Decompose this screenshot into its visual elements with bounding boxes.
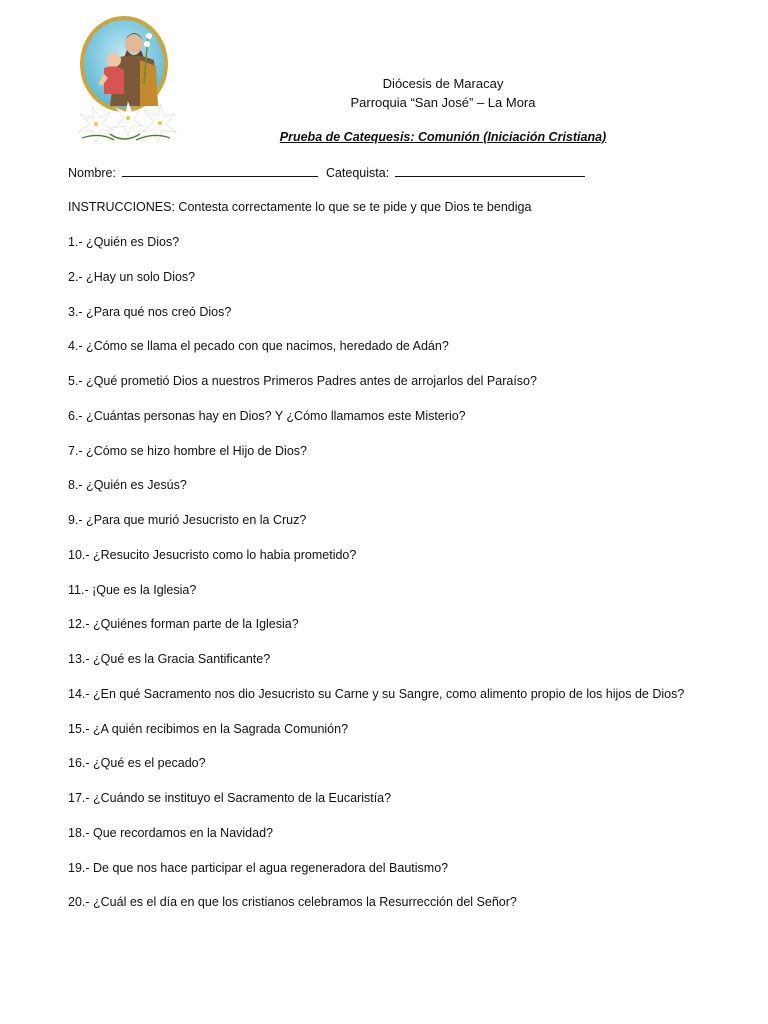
question-item: 5.- ¿Qué prometió Dios a nuestros Primeros Padres antes de arrojarlos del Paraíso? — [68, 374, 537, 388]
question-item: 18.- Que recordamos en la Navidad? — [68, 825, 273, 840]
saint-joseph-emblem-image — [70, 14, 178, 148]
question-item: 6.- ¿Cuántas personas hay en Dios? Y ¿Cómo llamamos este Misterio? — [68, 408, 466, 423]
student-fields — [68, 165, 593, 180]
question-item: 7.- ¿Cómo se hizo hombre el Hijo de Dios? — [68, 443, 307, 458]
question-item: 14.- ¿En qué Sacramento nos dio Jesucristo su Carne y su Sangre, como alimento propio de los hijos de Dios? — [68, 686, 685, 701]
question-item: 8.- ¿Quién es Jesús? — [68, 478, 187, 493]
question-item: 19.- De que nos hace participar el agua regeneradora del Bautismo? — [68, 860, 449, 875]
question-item: 10.- ¿Resucito Jesucristo como lo habia prometido? — [68, 547, 357, 562]
question-list — [68, 234, 684, 929]
test-title: Prueba de Catequesis: Comunión (Iniciación Cristiana) — [279, 130, 607, 144]
diocese-title: Diócesis de Maracay — [382, 76, 504, 91]
question-item: 12.- ¿Quiénes forman parte de la Iglesia? — [68, 617, 299, 632]
parish-title: Parroquia “San José” – La Mora — [350, 95, 536, 110]
name-blank[interactable] — [122, 165, 318, 177]
question-item: 4.- ¿Cómo se llama el pecado con que nacimos, heredado de Adán? — [68, 339, 449, 354]
question-item: 3.- ¿Para qué nos creó Dios? — [68, 304, 232, 319]
question-item: 15.- ¿A quién recibimos en la Sagrada Comunión? — [68, 721, 349, 736]
instructions-text: INSTRUCCIONES: Contesta correctamente lo que se te pide y que Dios te bendiga — [68, 200, 532, 214]
catechist-blank[interactable] — [395, 165, 585, 177]
question-item: 9.- ¿Para que murió Jesucristo en la Cruz? — [68, 513, 307, 527]
question-item: 16.- ¿Qué es el pecado? — [68, 756, 206, 771]
question-item: 1.- ¿Quién es Dios? — [68, 235, 180, 249]
question-item: 17.- ¿Cuándo se instituyo el Sacramento de la Eucaristía? — [68, 791, 392, 805]
name-label: Nombre: — [68, 166, 116, 180]
question-item: 11.- ¡Que es la Iglesia? — [68, 582, 197, 597]
question-item: 13.- ¿Qué es la Gracia Santificante? — [68, 652, 271, 666]
question-item: 2.- ¿Hay un solo Dios? — [68, 269, 196, 284]
catechist-label: Catequista: — [325, 166, 390, 180]
question-item: 20.- ¿Cuál es el día en que los cristianos celebramos la Resurrección del Señor? — [68, 895, 517, 910]
